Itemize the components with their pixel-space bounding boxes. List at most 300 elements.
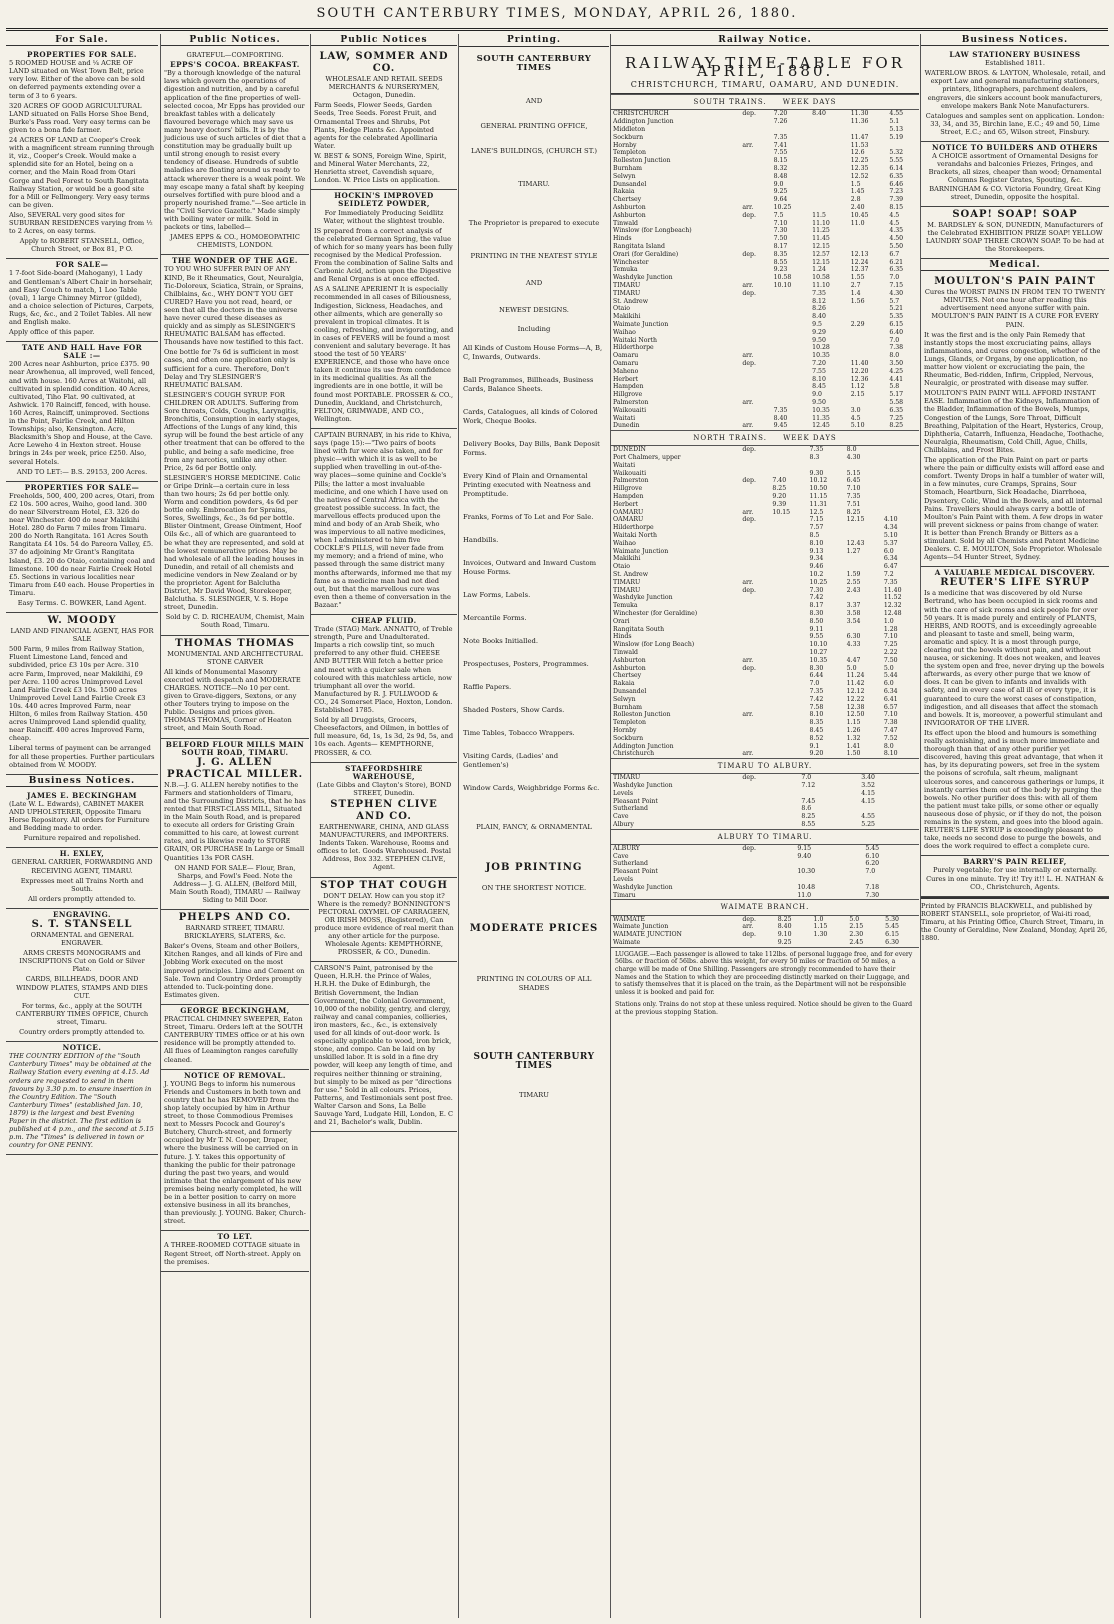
ad-text: TO YOU WHO SUFFER PAIN OF ANY KIND, Be it Rheumatics, Gout, Neuralgia, Tic-Doloreux, Sciatica, Strain, or Sprains, Chilblains, &c., WHY DON'T YOU GET CURED? Have you not read, heard, or seen that all the doctors in the universe have never cured these diseases as quickly and as simply as SLESINGER'S RHEUMATIC BALSAM has effected. Thousands have now testified to this fact. — [164, 265, 304, 347]
train-time: 7.55 — [812, 367, 826, 375]
ad-title: THOMAS THOMAS — [175, 637, 295, 649]
timetable-row — [611, 321, 919, 329]
ad-text: A CHOICE assortment of Ornamental Designs for verandahs and balconies Friezes, Fringes, and Brackets, all sizes, cheaper than wood; Ornamental Columns Register Grates, Spouting, &c. BARNINGHAM & CO. Victoria Foundry, Great King street, Dunedin, opposite the hospital. — [928, 152, 1102, 201]
arr-dep-marker — [740, 196, 771, 204]
week-days-label: WEEK DAYS — [782, 98, 837, 107]
train-time: 5.37 — [883, 539, 898, 547]
arr-dep-marker — [740, 672, 770, 680]
arr-dep-marker — [740, 782, 799, 790]
arr-dep-marker — [740, 220, 771, 228]
timetable-row — [611, 892, 919, 900]
ad-text: 320 ACRES OF GOOD AGRICULTURAL LAND situated on Falls Horse Shoe Bend, Burke's Pass road. Very easy terms can be given to a bona fide farmer. — [9, 101, 151, 134]
train-time — [887, 142, 919, 150]
arr-dep-marker — [740, 798, 799, 806]
timetable-row — [611, 493, 919, 501]
train-time: 12.43 — [846, 539, 865, 547]
arr-dep-marker: dep. — [742, 931, 756, 939]
train-time: 7.35 — [809, 446, 824, 454]
station-name: Cave — [613, 813, 629, 821]
train-time — [772, 368, 811, 376]
train-time: 11.15 — [809, 493, 828, 501]
train-time: 5.30 — [885, 915, 899, 923]
ad-text: ON THE SHORTEST NOTICE. — [481, 884, 587, 892]
train-time: 1.56 — [850, 297, 865, 305]
arr-dep-marker — [740, 727, 770, 735]
train-time — [863, 876, 919, 884]
station-name: Waitaki North — [613, 336, 657, 344]
station-name: Burnham — [613, 165, 643, 173]
timetable-row — [611, 383, 919, 391]
train-time: 1.41 — [846, 742, 861, 750]
station-name: Sockburn — [613, 734, 644, 742]
timetable-subtitle: CHRISTCHURCH, TIMARU, OAMARU, AND DUNEDIN. — [611, 81, 919, 94]
train-time: 8.17 — [773, 243, 788, 251]
train-time: 9.13 — [809, 547, 824, 555]
station-name: Hampden — [613, 383, 644, 391]
arr-dep-marker — [740, 853, 795, 861]
train-time: 7.40 — [772, 477, 787, 485]
station-name: Waitaki North — [613, 532, 657, 539]
train-time: 5.35 — [889, 313, 904, 321]
train-time: 5.13 — [889, 126, 904, 134]
train-time: 7.2 — [883, 570, 894, 578]
timetable-row — [611, 251, 919, 259]
train-time: 10.10 — [773, 282, 792, 289]
ad-text: SLESINGER'S HORSE MEDICINE. Colic or Gripe Drink—a certain cure in less than two hours; 2s 6d per bottle only. Worm and condition powders, 4s 6d per bottle only. Embrocation for Sprains, Sores, Swellings, &c., 3s 6d per bottle. Blister Ointment, Grease Ointment, Hoof Oils &c., all of which are guaranteed to be what they are represented, and sold at the lowest remunerative prices. May be had wholesale of all the leading houses in Dunedin, and retail of all chemists and medicine vendors in New Zealand or by the proprietor. Agent for Balclutha District, Mr David Wood, Storekeeper, Balclutha. S. SLESINGER, V. S. Hope street, Dunedin. — [164, 473, 305, 612]
ad-text: EARTHENWARE, CHINA, AND GLASS MANUFACTURERS, and IMPORTERS. Indents Taken. Warehouse, Rooms and offices to let. Goods Warehoused. Postal Address, Box 332. STEPHEN CLIVE, Agent. — [317, 822, 451, 872]
station-name: Rakaia — [613, 188, 635, 196]
train-time: 10.25 — [809, 578, 828, 586]
train-time: 8.0 — [846, 446, 857, 454]
train-time: 1.59 — [846, 570, 861, 578]
timetable-row — [611, 884, 919, 892]
timetable-row — [611, 579, 919, 587]
train-time: 7.42 — [809, 594, 824, 602]
train-time: 7.30 — [865, 891, 880, 899]
train-time: 8.5 — [809, 532, 820, 539]
ad-text: DON'T DELAY. How can you stop it? Where is the remedy? BONNINGTON'S PECTORAL OXYMEL OF CARRAGEEN, OR IRISH MOSS, (Registered), Can produce more evidence of real merit than any other article for the purpose. Wholesale Agents: KEMPTHORNE, PROSSER, & CO., Dunedin. — [314, 891, 454, 957]
arr-dep-marker — [740, 266, 771, 274]
ad-title: THE WONDER OF THE AGE. — [172, 256, 298, 266]
ad-title: STAFFORDSHIRE WAREHOUSE, — [345, 763, 423, 781]
station-name: Oamaru — [613, 352, 639, 360]
train-time: 6.15 — [889, 320, 904, 328]
train-time: 7.42 — [809, 695, 824, 703]
train-time: 4.10 — [883, 516, 898, 524]
ad-text: IS prepared from a correct analysis of the celebrated German Spring, the value of which for so many years has been fully recognised by the Medical Profession. From the combination of Saline Salts and Carbonic Acid, action upon the Digestive and Renal Organs is at once effected. — [314, 226, 453, 284]
station-name: Ashburton — [613, 204, 646, 212]
arr-dep-marker — [740, 939, 775, 947]
station-name: Waikouaiti — [613, 469, 647, 477]
ad-hockins-seidletz — [311, 190, 457, 429]
ad-title: PROPERTIES FOR SALE. — [27, 50, 137, 60]
train-time: 4.50 — [889, 235, 904, 243]
train-time — [770, 516, 807, 524]
station-name: Addington Junction — [613, 742, 674, 750]
train-time: 10.35 — [809, 656, 828, 664]
ad-law-sommer — [311, 49, 457, 190]
arr-dep-marker: arr. — [742, 656, 754, 664]
train-time: 8.15 — [889, 204, 904, 212]
station-name: Chertsey — [613, 672, 642, 680]
station-name: Hilderthorpe — [613, 524, 654, 532]
ad-text: N.B.—J. G. ALLEN hereby notifies to the Farmers and stationholders of Timaru, and the Surrounding Districts, that he has rented that FIRST-CLASS MILL, Situated in the Main South Road, and is prepared to execute all orders for Gristing Grain committed to his care, at lowest current rates, and is likewise ready to STORE GRAIN, OR PURCHASE In Large or Small Quantities 13s FOR CASH. — [164, 780, 306, 862]
ad-text: All kinds of Monumental Masonry executed with despatch and MODERATE CHARGES. NOTICE—No 10 per cent. given to Grave-diggers, Sextons, or any other Touters trying to impose on the Public. Designs and prices given. THOMAS THOMAS, Corner of Heaton street, and Main South Road. — [164, 667, 301, 733]
masthead: SOUTH CANTERBURY TIMES, MONDAY, APRIL 26, 1880. — [316, 6, 798, 21]
train-time: 8.0 — [883, 742, 894, 750]
ad-title: PROPERTIES FOR SALE— — [24, 482, 140, 492]
train-time: 4.5 — [889, 211, 900, 219]
station-name: Cave — [613, 852, 629, 860]
train-time: 3.50 — [889, 359, 904, 367]
train-time: 11.24 — [846, 672, 865, 680]
train-time — [770, 704, 807, 712]
train-time: 11.40 — [883, 586, 902, 594]
station-name: Orari — [613, 617, 630, 625]
train-time — [770, 540, 807, 548]
train-time: 9.50 — [812, 398, 826, 406]
timetable-row — [611, 157, 919, 165]
station-name: Ashburton — [613, 211, 646, 219]
train-time: 7.58 — [809, 703, 824, 711]
train-time: 7.52 — [883, 734, 898, 742]
timetable-row — [611, 649, 919, 657]
station-name: Waimate Junction — [613, 547, 669, 555]
ad-title: LAW, SOMMER AND CO. — [319, 51, 449, 75]
south-trains-table — [611, 110, 919, 430]
ad-title: NOTICE TO BUILDERS AND OTHERS — [932, 143, 1098, 153]
station-name: Maheno — [613, 367, 639, 375]
train-time: 10.35 — [812, 352, 830, 360]
arr-dep-marker — [740, 376, 771, 384]
timetable-row — [611, 853, 919, 861]
timetable-row — [611, 680, 919, 688]
ad-text: W. BEST & SONS, Foreign Wine, Spirit, and Mineral Water Merchants, 22, Henrietta street, Cavendish square, London. W. Price Lists on application. — [314, 151, 447, 185]
station-name: Waihao — [613, 539, 636, 547]
ad-staffordshire-warehouse — [311, 763, 457, 878]
train-time: 6.21 — [889, 258, 904, 266]
train-time: 7.26 — [773, 118, 788, 126]
train-time — [882, 446, 919, 454]
station-name: Sutherland — [613, 860, 648, 868]
ad-notice-to-builders — [921, 142, 1109, 207]
train-time: 7.0 — [809, 680, 820, 688]
train-time: 9.25 — [773, 188, 788, 196]
station-name: Rakaia — [613, 680, 635, 688]
north-trains-table — [611, 446, 919, 758]
train-time: 6.35 — [889, 172, 904, 180]
ad-text: J. YOUNG Begs to inform his numerous Friends and Customers in both town and country that he has REMOVED from the shop lately occupied by him in Arthur street, to those Commodious Premises next to Messrs Pocock and Gourey's Butchery, Church-street, and formerly occupied by Mr T. N. Cooper, Draper, where the business will be carried on in future. J. Y. takes this opportunity of thanking the public for their patronage during the past two years, and would intimate that the enlargement of his new premises being nearly completed, he will be in a better position to carry on more extensive business in all its branches, than previously. J. YOUNG. Baker, Church-street. — [164, 1079, 306, 1226]
train-time — [849, 344, 888, 352]
timetable-row — [611, 540, 919, 548]
station-name: Pleasant Point — [613, 797, 658, 805]
arr-dep-marker — [740, 157, 771, 165]
ad-text: Established 1811. — [985, 59, 1045, 68]
arr-dep-marker — [740, 532, 770, 540]
train-time: 7.20 — [812, 359, 826, 367]
train-time — [770, 665, 807, 673]
train-time: 9.11 — [809, 625, 824, 633]
train-time: 11.52 — [883, 594, 902, 602]
ad-text: TIMARU — [519, 1091, 549, 1099]
station-name: OAMARU — [613, 516, 644, 524]
arr-dep-marker — [740, 126, 771, 134]
train-time: 11.30 — [850, 110, 869, 118]
ad-text: TIMARU. — [518, 180, 550, 188]
train-time: 4.55 — [861, 813, 875, 821]
station-name: Winslow (for Longbeach) — [613, 227, 692, 235]
ad-text: CAPTAIN BURNABY, in his ride to Khiva, says (page 15):—"Two pairs of boots lined with fur were also taken, and for physic—with which it is as well to be supplied when travelling in out-of-the-way places—some quinine and Cockle's Pills; the latter a most invaluable medicine, and one which I have used on the natives of Central Africa with the greatest possible success. In fact, the marvellous effects produced upon the mind and body of an Arab Sheik, who was impervious to all native medicines, when I administered to him five COCKLE'S PILLS, will never fade from my memory; and a friend of mine, who passed through the same district many months afterwards, informed me that my fame as a medicine man had not died out, but that the marvellous cure was even then a theme of conversation in the Bazaar." — [314, 430, 452, 609]
ad-title: MODERATE PRICES — [469, 923, 599, 934]
ad-title: GEORGE BECKINGHAM, — [180, 1005, 290, 1015]
train-time: 1.27 — [846, 547, 861, 555]
station-name: Washdyke Junction — [613, 782, 673, 789]
ad-text: SLESINGER'S COUGH SYRUP. FOR CHILDREN OR ADULTS. Suffering from Sore throats, Colds, Coughs, Laryngitis, Bronchitis, Consumption in early stages, Affections of the Lungs of any kind, this syrup will be found the best article of any other treatment that can be offered to the public, and being a safe medicine, free from any narcotics, unlike any other. Price, 2s 6d per Bottle only. — [164, 390, 305, 472]
station-name: Dunsandel — [613, 180, 647, 188]
train-time: 9.29 — [812, 328, 826, 336]
station-name: Waimate Junction — [613, 923, 669, 931]
train-time: 2.40 — [850, 204, 865, 212]
ad-text: CARSON'S Paint, patronised by the Queen, H.R.H. the Prince of Wales, H.R.H. the Duke of Edinburgh, the British Government, the Indian Government, the Colonial Government, 10,000 of the nobility, gentry, and clergy, railway and canal companies, collieries, iron masters, &c., &c., is extensively used for all kinds of out-door work. Is especially applicable to wood, iron brick, stone, and compo. Can be laid on by unskilled labor. It is sold in a fine dry powder, will keep any length of time, and requires neither thinning or straining, but simply to be mixed as per "directions for use." Sold in all colours. Prices, Patterns, and Testimonials sent post free. Walter Carson and Sons, La Belle Sauvage Yard, Ludgate Hill, London, E. C and 21, Bachelor's walk, Dublin. — [314, 964, 454, 1127]
station-name: Waimate Junction — [613, 320, 669, 328]
ad-title: HOCKIN'S IMPROVED SEIDLETZ POWDER, — [334, 191, 434, 209]
ad-text: ON HAND FOR SALE— Flour, Bran, Sharps, and Fowl's Feed. Note the Address— J. G. ALLEN, (Belford Mill, Main South Road), TIMARU — Railway Siding to Mill Door. — [169, 863, 301, 904]
train-time: 7.39 — [889, 196, 904, 204]
station-name: Waitati — [613, 414, 636, 422]
ad-text: THE COUNTRY EDITION of the "South Canterbury Times" may be obtained at the Railway Station every evening at 4.15. Ad orders are requested to send in them favours by 3.30 p.m. to ensure insertion in the Country Edition. The "South Canterbury Times" (established Jan. 10, 1879) is the largest and best Evening Paper in the district. The first edition is published at 4 p.m., and the second at 5.15 p.m. The "Times" is delivered in town or country for ONE PENNY. — [9, 1052, 154, 1150]
train-time — [859, 805, 919, 813]
train-time: 8.0 — [889, 352, 900, 360]
arr-dep-marker — [740, 415, 771, 423]
timetable-row — [611, 149, 919, 157]
train-time: 12.6 — [850, 149, 865, 157]
train-time: 5.19 — [889, 133, 904, 141]
train-time: 6.34 — [883, 687, 898, 695]
ad-slesinger — [161, 255, 309, 635]
train-time: 11.40 — [850, 359, 869, 367]
timetable-row — [611, 868, 919, 876]
train-time: 6.47 — [883, 563, 898, 571]
train-time: 12.57 — [812, 250, 830, 258]
ad-text: The Proprietor is prepared to execute — [468, 219, 600, 227]
column-railway — [610, 34, 919, 1618]
train-time: 2.15 — [849, 923, 864, 931]
train-time — [849, 126, 888, 134]
train-time: 6.46 — [889, 180, 904, 188]
timetable-row — [611, 750, 919, 758]
train-time: 7.55 — [773, 149, 788, 157]
train-time: 8.25 — [772, 485, 787, 493]
ad-text: WHOLESALE AND RETAIL SEEDS MERCHANTS & NURSERYMEN, Octagon, Dunedin. — [325, 75, 443, 100]
station-name: Winchester (for Geraldine) — [613, 609, 698, 617]
timetable-row — [611, 337, 919, 345]
timetable-row — [611, 204, 919, 212]
printing-service-item: Franks, Forms of To Let and For Sale. — [463, 513, 594, 521]
train-time: 6.41 — [883, 695, 898, 703]
station-name: Addington Junction — [613, 118, 674, 126]
ad-text: ORNAMENTAL and GENERAL ENGRAVER. — [30, 931, 134, 948]
arr-dep-marker: arr. — [742, 398, 754, 406]
timetable-row — [611, 618, 919, 626]
ad-text: Cures the WORST PAINS IN FROM TEN TO TWENTY MINUTES. Not one hour after reading this advertisement need anyone suffer with pain. MOULTON'S PAIN PAINT IS A CURE FOR EVERY PAIN. — [924, 288, 1106, 329]
arr-dep-marker: arr. — [742, 578, 754, 586]
section-header-public-notices: Public Notices. — [161, 34, 309, 46]
train-time: 1.5 — [850, 180, 861, 188]
north-trains-label: NORTH TRAINS. — [693, 434, 767, 443]
arr-dep-marker — [740, 680, 770, 688]
timetable-row — [611, 305, 919, 313]
timetable-row — [611, 313, 919, 321]
train-time: 4.5 — [889, 219, 900, 227]
train-time: 7.10 — [846, 485, 861, 493]
ad-text: GRATEFUL—COMFORTING. — [186, 51, 284, 60]
train-time — [770, 548, 807, 556]
train-time: 12.15 — [812, 258, 830, 266]
ad-text: Apply office of this paper. — [9, 328, 95, 337]
train-time: 6.10 — [865, 852, 880, 860]
train-time: 11.47 — [850, 133, 869, 141]
timetable-row — [611, 501, 919, 509]
ad-title: NOTICE. — [62, 1043, 102, 1053]
station-name: Washdyke Junction — [613, 274, 673, 282]
arr-dep-marker — [740, 892, 795, 900]
station-name: Tinwald — [613, 648, 639, 656]
arr-dep-marker — [740, 571, 770, 579]
waimate-branch-heading: WAIMATE BRANCH. — [611, 899, 919, 915]
ad-phelps-and-co — [161, 910, 309, 1005]
ad-text: 500 Farm, 9 miles from Railway Station, Fluent Limestone Land, fenced and subdivided, price £3 10s per Acre. 310 acre Farm, Improved, near Makikihi, £9 per Acre. 1100 acres Unimproved Level Land Fairlie Creek £3 10s. 1500 acres Unimproved Level Land Fairlie Creek £3 10s. 440 acres Improved Farm, near Hilton, 6 miles from Railway Station. 450 acres Unimproved Land splendid quality, near Rainciff. 400 acres Improved Farm, cheap. — [9, 645, 148, 743]
arr-dep-marker — [740, 383, 771, 391]
train-time — [849, 243, 888, 251]
ad-text: Catalogues and samples sent on application. London: 33, 34, and 35, Birchin lane, E.C.; 49 and 50, Lime Street, E.C.; and 65, Wilson street, Finsbury. — [925, 111, 1105, 136]
arr-dep-marker — [740, 337, 771, 345]
train-time — [770, 750, 807, 758]
train-time: 4.41 — [889, 375, 904, 383]
train-time — [770, 672, 807, 680]
printing-service-item: Visiting Cards, (Ladies' and Gentlemen's) — [463, 752, 559, 769]
section-header-for-sale: For Sale. — [6, 34, 158, 46]
station-name: Rangitata Island — [613, 243, 665, 251]
train-time: 4.35 — [889, 227, 904, 235]
flag-station-notice: Stations only. Trains do not stop at these unless required. Notice should be given to the Guard at the previous stopping Station. — [615, 1001, 913, 1016]
station-name: Hornby — [613, 726, 637, 734]
timetable-row — [611, 446, 919, 454]
ad-text: AND — [525, 97, 543, 105]
arr-dep-marker — [740, 860, 795, 868]
section-header-medical: Medical. — [921, 259, 1109, 271]
train-time — [810, 149, 849, 157]
arr-dep-marker — [740, 118, 771, 126]
train-time: 8.40 — [812, 313, 826, 321]
train-time — [770, 711, 807, 719]
timetable-row — [611, 798, 919, 806]
train-time: 8.30 — [809, 609, 824, 617]
train-time — [770, 727, 807, 735]
train-time: 8.25 — [889, 422, 904, 430]
timetable-row — [611, 266, 919, 274]
train-time: 12.24 — [850, 258, 869, 266]
south-trains-heading — [611, 94, 919, 110]
train-time: 12.5 — [809, 508, 824, 516]
train-time: 6.30 — [846, 633, 861, 641]
train-time: 12.15 — [812, 243, 830, 251]
arr-dep-marker — [740, 298, 771, 306]
train-time: 10.10 — [809, 641, 828, 649]
ad-to-let — [161, 1231, 309, 1271]
train-time: 1.4 — [850, 289, 861, 297]
arr-dep-marker: arr. — [742, 282, 754, 289]
ad-text: AND TO LET:— B.S. 29153, 200 Acres. — [16, 467, 148, 476]
timetable-row — [611, 782, 919, 790]
train-time: 5.44 — [883, 672, 898, 680]
arr-dep-marker — [740, 743, 770, 751]
train-time: 10.58 — [812, 274, 830, 282]
train-time: 5.15 — [846, 469, 861, 477]
train-time — [849, 352, 888, 360]
arr-dep-marker: dep. — [742, 110, 756, 118]
ad-title: A VALUABLE MEDICAL DISCOVERY. — [934, 568, 1096, 578]
train-time: 7.38 — [889, 344, 904, 352]
ad-title: H. EXLEY, — [59, 849, 105, 859]
train-time — [770, 454, 807, 462]
train-time: 5.45 — [885, 923, 899, 931]
timetable-row — [611, 134, 919, 142]
train-time: 8.35 — [809, 719, 824, 727]
timetable-row — [611, 509, 919, 517]
timetable-row — [611, 368, 919, 376]
train-time: 8.10 — [812, 375, 826, 383]
paper-name: SOUTH CANTERBURY TIMES — [473, 1052, 595, 1071]
train-time — [845, 524, 882, 532]
printing-office-ad — [459, 55, 609, 1100]
timetable-row — [611, 805, 919, 813]
train-time: 7.10 — [773, 219, 788, 227]
train-time: 7.25 — [883, 641, 898, 649]
printing-service-item: Note Books Initialled. — [463, 637, 538, 645]
train-time: 6.0 — [883, 547, 894, 555]
train-time — [882, 477, 919, 485]
train-time: 2.8 — [850, 196, 861, 204]
station-name: Hinds — [613, 235, 632, 243]
train-time — [882, 454, 919, 462]
station-name: Temuka — [613, 602, 638, 610]
arr-dep-marker — [740, 493, 770, 501]
train-time: 1.32 — [846, 734, 861, 742]
ad-text: (Late Gibbs and Clayton's Store), BOND STREET, Dunedin. — [316, 780, 452, 797]
ad-properties-stansell — [6, 49, 158, 259]
train-time — [770, 579, 807, 587]
timaru-to-albury-table — [611, 774, 919, 829]
station-name: TIMARU — [613, 586, 641, 594]
train-time — [770, 602, 807, 610]
arr-dep-marker — [740, 181, 771, 189]
train-time: 7.35 — [773, 406, 788, 414]
timetable-row — [611, 923, 919, 931]
timetable-row — [611, 352, 919, 360]
station-name: Hillgrove — [613, 485, 643, 493]
station-name: Dunsandel — [613, 687, 647, 695]
train-time: 1.15 — [813, 923, 828, 931]
train-time: 8.50 — [809, 617, 824, 625]
ad-text: ARMS CRESTS MONOGRAMS and INSCRIPTIONS Cut on Gold or Silver Plate. — [19, 949, 145, 974]
ad-text: All orders promptly attended to. — [28, 894, 136, 903]
train-time — [770, 743, 807, 751]
timetable-row — [611, 243, 919, 251]
train-time — [810, 173, 849, 181]
train-time: 4.30 — [846, 454, 861, 462]
arr-dep-marker: dep. — [742, 477, 756, 485]
arr-dep-marker: dep. — [742, 446, 756, 454]
